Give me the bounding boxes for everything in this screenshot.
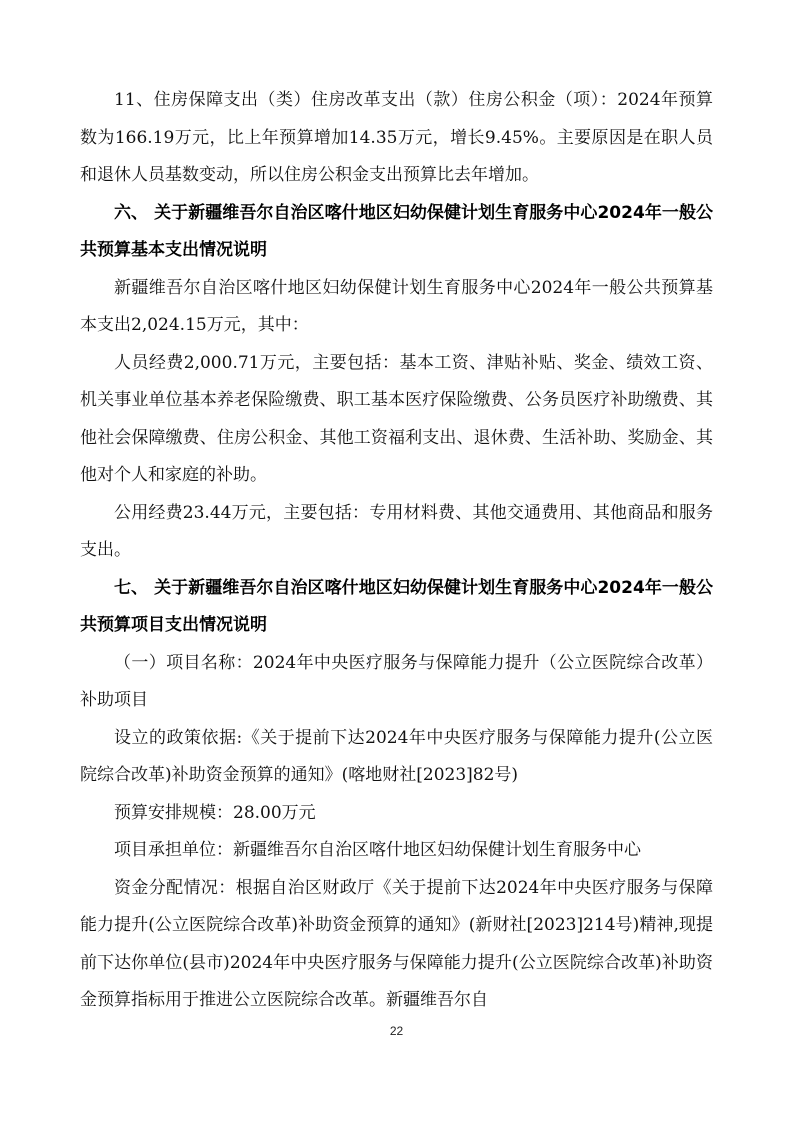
paragraph-housing-fund: 11、住房保障支出（类）住房改革支出（款）住房公积金（项）：2024年预算数为166.19万元，比上年预算增加14.35万元，增长9.45%。主要原因是在职人员和退休人员基数变动，所以住房公积金支出预算比去年增加。 [80,90,713,185]
paragraph-policy-basis: 设立的政策依据:《关于提前下达2024年中央医疗服务与保障能力提升(公立医院综合改革)补助资金预算的通知》(喀地财社[2023]82号) [80,727,713,785]
page-number: 22 [389,1024,404,1038]
paragraph-public-expenses: 公用经费23.44万元，主要包括：专用材料费、其他交通费用、其他商品和服务支出。 [80,502,713,560]
section-heading-project-expenditure: 七、 关于新疆维吾尔自治区喀什地区妇幼保健计划生育服务中心2024年一般公共预算项目支出情况说明 [80,577,713,635]
paragraph-personnel-expenses: 人员经费2,000.71万元，主要包括：基本工资、津贴补贴、奖金、绩效工资、机关事业单位基本养老保险缴费、职工基本医疗保险缴费、公务员医疗补助缴费、其他社会保障缴费、住房公积金、其他工资福利支出、退休费、生活补助、奖励金、其他对个人和家庭的补助。 [80,352,713,485]
section-heading-basic-expenditure: 六、 关于新疆维吾尔自治区喀什地区妇幼保健计划生育服务中心2024年一般公共预算基本支出情况说明 [80,202,713,260]
paragraph-fund-allocation: 资金分配情况：根据自治区财政厅《关于提前下达2024年中央医疗服务与保障能力提升(公立医院综合改革)补助资金预算的通知》(新财社[2023]214号)精神,现提前下达你单位(县市)2024年中央医疗服务与保障能力提升(公立医院综合改革)补助资金预算指标用于推进公立医院综合改革。新疆维吾尔自 [80,877,713,1010]
paragraph-basic-expenditure-total: 新疆维吾尔自治区喀什地区妇幼保健计划生育服务中心2024年一般公共预算基本支出2,024.15万元，其中： [80,277,713,335]
document-body [80,82,713,1020]
paragraph-budget-scale: 预算安排规模：28.00万元 [114,802,316,823]
paragraph-project-name: （一）项目名称：2024年中央医疗服务与保障能力提升（公立医院综合改革）补助项目 [80,652,713,710]
paragraph-responsible-unit: 项目承担单位：新疆维吾尔自治区喀什地区妇幼保健计划生育服务中心 [114,840,641,860]
